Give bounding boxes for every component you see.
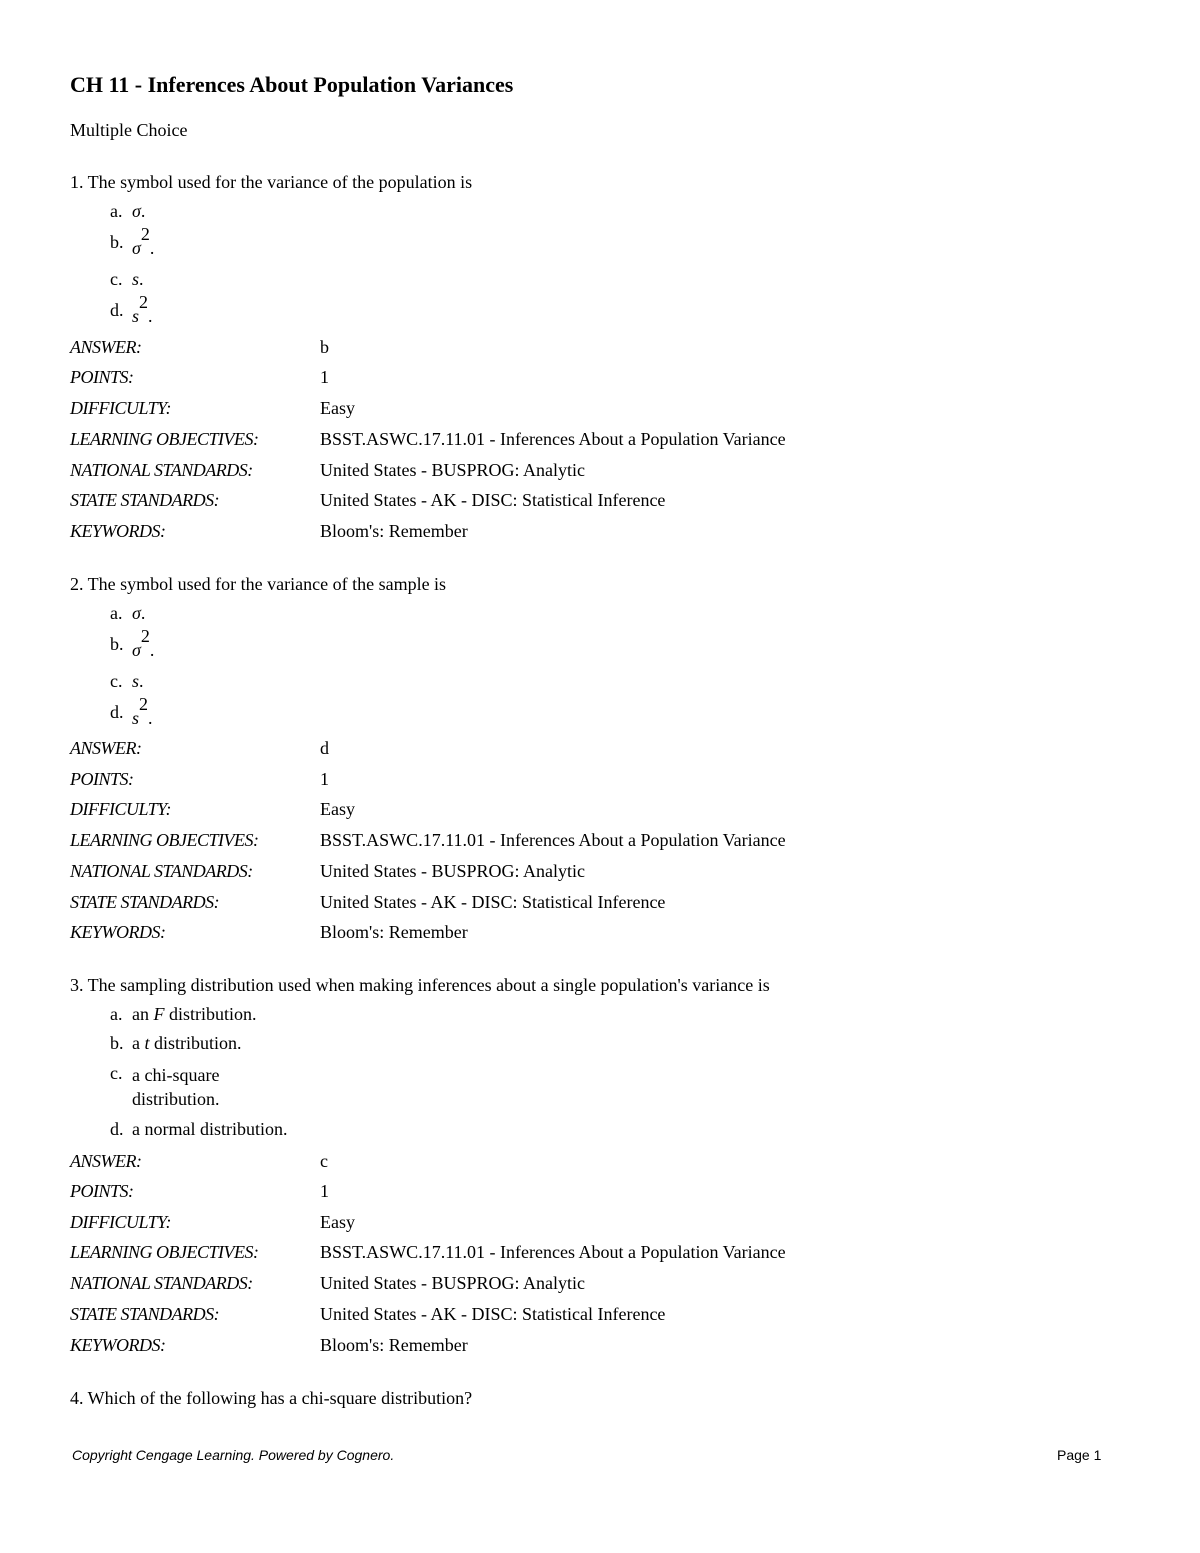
question-1-stem: 1. The symbol used for the variance of the population is — [70, 172, 473, 192]
question-1-answer: ANSWER: b — [70, 337, 329, 357]
question-1-learning-objectives: LEARNING OBJECTIVES: BSST.ASWC.17.11.01 - Inferences About a Population Variance — [70, 429, 786, 449]
question-1-option-b: b. σ2. — [110, 224, 155, 258]
question-3-state-standards: STATE STANDARDS: United States - AK - DISC: Statistical Inference — [70, 1304, 666, 1324]
question-3-option-a: a. an F distribution. — [110, 1004, 257, 1024]
question-2-learning-objectives: LEARNING OBJECTIVES: BSST.ASWC.17.11.01 - Inferences About a Population Variance — [70, 830, 786, 850]
question-2-stem: 2. The symbol used for the variance of the sample is — [70, 574, 447, 594]
page-title: CH 11 - Inferences About Population Variances — [70, 72, 514, 97]
question-3-national-standards: NATIONAL STANDARDS: United States - BUSPROG: Analytic — [70, 1273, 585, 1293]
question-2-keywords: KEYWORDS: Bloom's: Remember — [70, 922, 468, 942]
question-1-option-a: a. σ. — [110, 201, 146, 221]
question-1-points: POINTS: 1 — [70, 367, 329, 387]
question-3-points: POINTS: 1 — [70, 1181, 329, 1201]
section-heading: Multiple Choice — [70, 120, 188, 140]
question-3-learning-objectives: LEARNING OBJECTIVES: BSST.ASWC.17.11.01 - Inferences About a Population Variance — [70, 1242, 786, 1262]
footer-copyright: Copyright Cengage Learning. Powered by Cognero. — [72, 1447, 395, 1463]
footer-page-number: Page 1 — [1057, 1447, 1102, 1463]
question-2-state-standards: STATE STANDARDS: United States - AK - DISC: Statistical Inference — [70, 892, 666, 912]
question-1-option-d: d. s2. — [110, 292, 153, 326]
question-1-difficulty: DIFFICULTY: Easy — [70, 398, 355, 418]
question-3-stem: 3. The sampling distribution used when making inferences about a single population's variance is — [70, 975, 770, 995]
question-1-keywords: KEYWORDS: Bloom's: Remember — [70, 521, 468, 541]
question-2-difficulty: DIFFICULTY: Easy — [70, 799, 355, 819]
question-3-answer: ANSWER: c — [70, 1151, 328, 1171]
question-2-option-a: a. σ. — [110, 603, 146, 623]
question-2-answer: ANSWER: d — [70, 738, 329, 758]
question-1-state-standards: STATE STANDARDS: United States - AK - DISC: Statistical Inference — [70, 490, 666, 510]
question-3-option-b: b. a t distribution. — [110, 1033, 242, 1053]
question-2-points: POINTS: 1 — [70, 769, 329, 789]
question-2-option-d: d. s2. — [110, 694, 153, 728]
question-4-stem: 4. Which of the following has a chi-square distribution? — [70, 1388, 473, 1408]
question-2-option-b: b. σ2. — [110, 626, 155, 660]
question-2-national-standards: NATIONAL STANDARDS: United States - BUSPROG: Analytic — [70, 861, 585, 881]
question-3-difficulty: DIFFICULTY: Easy — [70, 1212, 355, 1232]
question-1-national-standards: NATIONAL STANDARDS: United States - BUSPROG: Analytic — [70, 460, 585, 480]
question-3-keywords: KEYWORDS: Bloom's: Remember — [70, 1335, 468, 1355]
question-3-option-c: c. a chi-square distribution. — [110, 1063, 220, 1109]
question-1-option-c: c. s. — [110, 269, 144, 289]
question-2-option-c: c. s. — [110, 671, 144, 691]
question-3-option-d: d. a normal distribution. — [110, 1119, 288, 1139]
